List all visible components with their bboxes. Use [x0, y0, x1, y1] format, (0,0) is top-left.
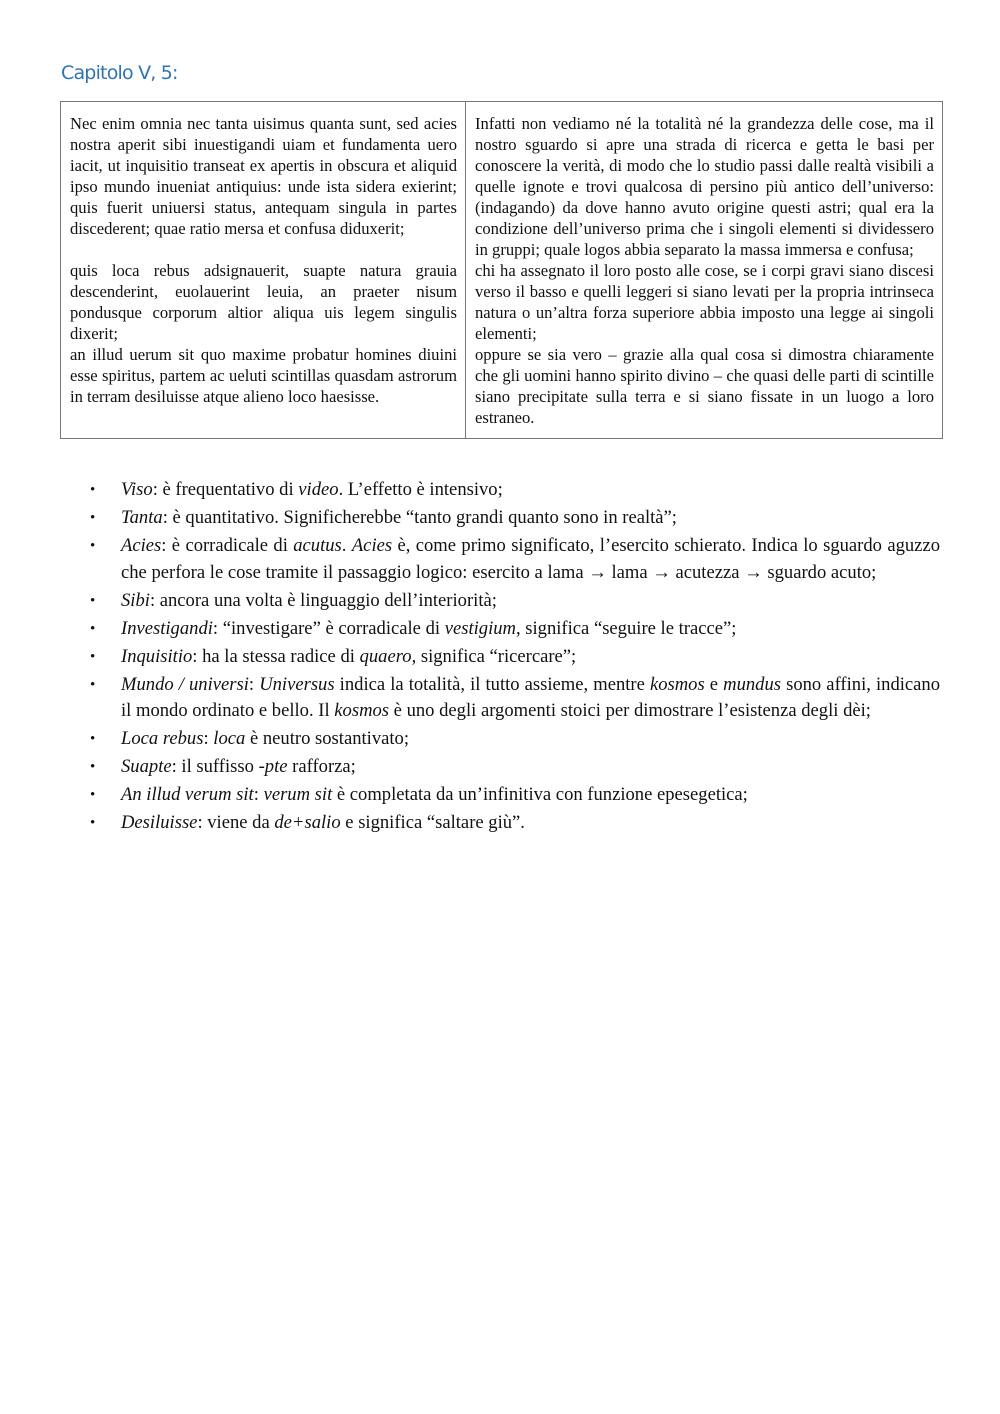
list-item [0, 588, 1000, 615]
bullet-icon: • [90, 731, 96, 747]
notes-list [0, 477, 1000, 838]
note-italic-text: Universus [259, 673, 335, 695]
note-term: Investigandi [121, 617, 213, 639]
latin-paragraph: Nec enim omnia nec tanta uisimus quanta sunt, sed acies nostra aperit sibi inuestigandi uiam et fundamenta uero iacit, ut inquisitio transeat ex apertis in obscura et aliquid ipso mundo inueniat antiquius: unde ista sidera exierint; quis fuerit uniuersi status, antequam singula in partes discederent; quae ratio mersa et confusa diduxerit; [70, 114, 457, 238]
list-item [0, 726, 1000, 753]
list-item [0, 505, 1000, 532]
note-term: Desiluisse [121, 812, 198, 833]
note-italic-text: acutus [293, 535, 342, 556]
note-text: e [704, 673, 724, 695]
list-item [0, 672, 1000, 725]
note-text: e significa “saltare giù”. [340, 812, 525, 833]
note-text: rafforza; [287, 756, 356, 777]
note-text: indica la totalità, il tutto assieme, mentre [334, 673, 650, 695]
note-italic-text: loca [213, 728, 246, 749]
note-text: : “investigare” è corradicale di [212, 617, 445, 639]
note-text: : è frequentativo di [152, 479, 299, 500]
note-text: , significa “seguire le tracce”; [515, 617, 737, 639]
note-term: Acies [121, 535, 162, 556]
note-italic-text: vestigium [444, 617, 516, 639]
note-text: : [253, 784, 264, 805]
bullet-icon: • [90, 592, 96, 609]
bullet-icon: • [90, 620, 96, 637]
section-heading: Capitolo V, 5: [61, 62, 178, 84]
list-item [0, 533, 1000, 586]
parallel-text-table [60, 101, 943, 439]
note-text: : è quantitativo. Significherebbe “tanto grandi quanto sono in realtà”; [162, 507, 677, 528]
italian-paragraph: chi ha assegnato il loro posto alle cose, se i corpi gravi siano discesi verso il basso e quelli leggeri si siano levati per la propria intrinseca natura o un’altra forza superiore abbia imposto una legge ai singoli elementi; [475, 261, 934, 343]
note-text: è completata da un’infinitiva con funzione epesegetica; [332, 784, 748, 805]
list-item [0, 782, 1000, 809]
note-text: sono affini, indicano il mondo ordinato e bello. Il [121, 673, 940, 721]
note-text: è, come primo significato, l’esercito schierato. Indica lo sguardo aguzzo che perfora le cose tramite il passaggio logico: esercito a lama → lama → acutezza → sguardo acuto; [121, 535, 940, 583]
list-item [0, 754, 1000, 781]
bullet-icon: • [90, 676, 96, 693]
bullet-icon: • [90, 787, 96, 803]
note-text: : ancora una volta è linguaggio dell’interiorità; [149, 589, 497, 611]
latin-paragraph: an illud uerum sit quo maxime probatur homines diuini esse spiritus, partem ac ueluti scintillas quasdam astrorum in terram desiluisse atque alieno loco haesisse. [70, 345, 457, 406]
note-term: Viso [121, 479, 153, 500]
table-row [61, 102, 943, 439]
list-item [0, 644, 1000, 671]
italian-paragraph: Infatti non vediamo né la totalità né la grandezza delle cose, ma il nostro sguardo si apre una strada di ricerca e getta le basi per conoscere la verità, di modo che lo studio passi dalle realtà visibili a quelle ignote e trovi qualcosa di persino più antico dell’universo: (indagando) da dove hanno avuto origine questi astri; qual era la condizione dell’universo prima che i singoli elementi si dividessero in gruppi; quale logos abbia separato la massa immersa e confusa; [475, 114, 934, 259]
note-italic-text: quaero [359, 645, 412, 667]
note-text: : viene da [197, 812, 275, 833]
list-item [0, 616, 1000, 643]
note-italic-text: mundus [723, 673, 782, 695]
note-text: : [248, 673, 260, 695]
latin-paragraph: quis loca rebus adsignauerit, suapte natura grauia descenderint, euolauerint leuia, an praeter nisum pondusque corporum altior aliqua uis legem singulis dixerit; [70, 261, 457, 343]
latin-text-cell [61, 102, 466, 439]
bullet-icon: • [90, 482, 96, 498]
note-term: Mundo / universi [121, 673, 249, 695]
list-item [0, 810, 1000, 837]
note-text: : [203, 728, 214, 749]
bullet-icon: • [90, 510, 96, 526]
note-text: : ha la stessa radice di [192, 645, 360, 667]
note-italic-text: verum sit [263, 784, 333, 805]
note-italic-text: kosmos [649, 673, 705, 695]
note-term: Loca rebus [121, 728, 204, 749]
note-term: Sibi [121, 589, 150, 611]
note-italic-text: de+salio [274, 812, 341, 833]
note-text: è neutro sostantivato; [245, 728, 410, 749]
note-text: : è corradicale di [161, 535, 294, 556]
bullet-icon: • [90, 538, 96, 554]
bullet-icon: • [90, 648, 96, 665]
note-text: , significa “ricercare”; [411, 645, 577, 667]
italian-paragraph: oppure se sia vero – grazie alla qual cosa si dimostra chiaramente che gli uomini hanno spirito divino – che quasi delle parti di scintille siano precipitate sulla terra e si siano fissate in un luogo a loro estraneo. [475, 345, 934, 427]
note-text: : il suffisso [171, 756, 259, 777]
italian-translation-cell [466, 102, 943, 439]
note-term: Suapte [121, 756, 172, 777]
note-italic-text: -pte [258, 756, 288, 777]
note-term: Inquisitio [121, 645, 193, 667]
note-text: . L’effetto è intensivo; [338, 479, 503, 500]
bullet-icon: • [90, 759, 96, 775]
note-text: . [341, 535, 352, 556]
note-term: Tanta [121, 507, 163, 528]
note-italic-text: Acies [351, 535, 393, 556]
list-item [0, 477, 1000, 504]
note-term: An illud verum sit [121, 784, 254, 805]
note-italic-text: video [298, 479, 339, 500]
note-italic-text: kosmos [334, 700, 390, 721]
bullet-icon: • [90, 815, 96, 831]
note-text: è uno degli argomenti stoici per dimostrare l’esistenza degli dèi; [389, 700, 871, 721]
